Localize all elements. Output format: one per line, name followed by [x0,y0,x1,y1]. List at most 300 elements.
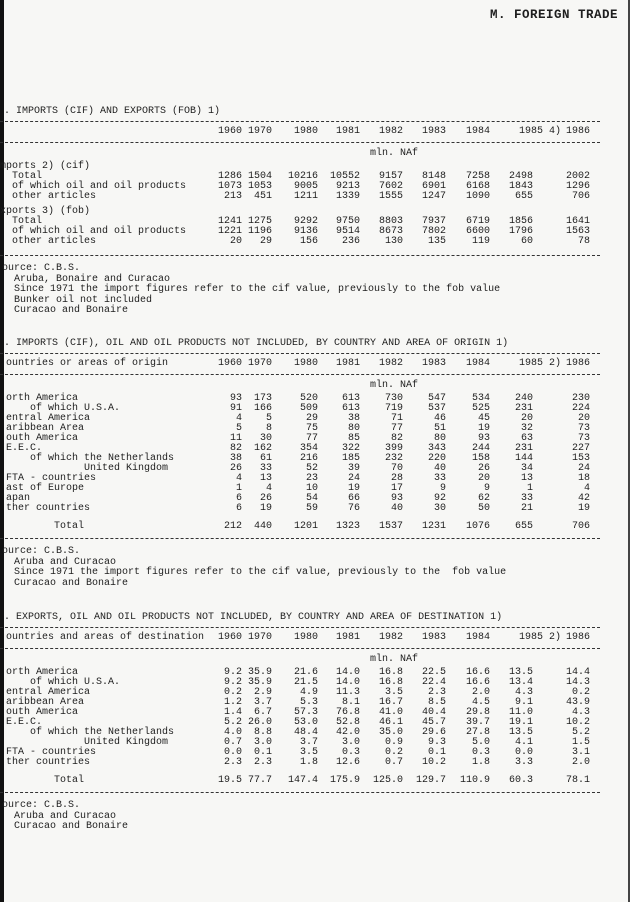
column-header: 1981 [335,126,360,137]
table-exports-by-destination [0,612,600,833]
row-label: of which oil and oil products [6,181,187,192]
row-label: E.E.C. [6,443,43,454]
cell-value: 1053 [247,181,272,192]
cell-value: 4.3 [514,687,533,698]
footnote: ource: C.B.S. [2,263,81,274]
cell-value: 1247 [421,191,446,202]
divider [0,374,600,375]
column-header: 1983 [421,126,446,137]
cell-value: 0.7 [384,757,403,768]
cell-value: 110.9 [459,775,490,786]
table-title: . IMPORTS (CIF) AND EXPORTS (FOB) 1) [4,106,221,117]
cell-value: 21.5 [293,677,318,688]
cell-value: 3.5 [299,747,318,758]
cell-value: 22.4 [421,677,446,688]
divider [0,648,600,649]
column-header: 1984 [465,358,490,369]
cell-value: 2.0 [471,687,490,698]
cell-value: 40 [433,463,446,474]
cell-value: 24 [347,473,360,484]
cell-value: 78 [577,236,590,247]
cell-value: 2.9 [253,687,272,698]
divider [0,121,600,122]
cell-value: 6600 [465,226,490,237]
cell-value: 1 [235,483,242,494]
cell-value: 40 [390,503,403,514]
cell-value: 19 [477,423,490,434]
cell-value: 28 [390,473,403,484]
cell-value: 43.9 [565,697,590,708]
cell-value: 1073 [217,181,242,192]
table-row [0,414,600,424]
cell-value: 240 [514,393,533,404]
cell-value: 399 [384,443,403,454]
unit-label: mln. NAf [370,148,419,159]
column-header: 1983 [421,632,446,643]
cell-value: 213 [223,191,242,202]
cell-value: 71 [390,413,403,424]
footnote: Since 1971 the import figures refer to the cif value, previously to the fob value [2,567,507,578]
cell-value: 26 [259,493,272,504]
cell-value: 30 [433,503,446,514]
cell-value: 8673 [378,226,403,237]
stub-header: ountries and areas of destination [6,632,205,643]
table-row [0,474,600,484]
cell-value: 13.4 [508,677,533,688]
cell-value: 26 [477,463,490,474]
row-label: entral America [6,413,91,424]
cell-value: 5.3 [299,697,318,708]
cell-value: 6719 [465,216,490,227]
cell-value: 5 [235,423,242,434]
cell-value: 216 [299,453,318,464]
unit-label: mln. NAf [370,380,419,391]
cell-value: 5 [265,413,272,424]
cell-value: 48.4 [293,727,318,738]
footnote: Bunker oil not included [2,294,153,306]
cell-value: 1.8 [299,757,318,768]
row-label: FTA - countries [6,473,97,484]
cell-value: 1537 [378,521,403,532]
cell-value: 9 [439,483,446,494]
row-label: other articles [6,236,97,247]
cell-value: 7937 [421,216,446,227]
cell-value: 5.0 [471,737,490,748]
row-label: orth America [6,667,79,678]
cell-value: 73 [577,423,590,434]
cell-value: 93 [477,433,490,444]
column-header: 1985 4) [518,126,561,137]
table-imports-by-origin [0,338,600,589]
table-row [0,237,600,247]
cell-value: 39.7 [465,717,490,728]
cell-value: 2.0 [571,757,590,768]
cell-value: 19 [259,503,272,514]
header-row [0,631,600,645]
cell-value: 4 [265,483,272,494]
cell-value: 29 [305,413,318,424]
cell-value: 1076 [465,521,490,532]
cell-value: 224 [571,403,590,414]
cell-value: 16.6 [465,667,490,678]
cell-value: 73 [577,433,590,444]
cell-value: 16.8 [378,677,403,688]
cell-value: 82 [229,443,242,454]
column-header: 1980 [293,358,318,369]
cell-value: 93 [390,493,403,504]
cell-value: 3.7 [299,737,318,748]
row-label: United Kingdom [6,737,169,748]
cell-value: 1.2 [223,697,242,708]
cell-value: 60.3 [508,775,533,786]
cell-value: 2002 [565,171,590,182]
column-header: 1980 [293,126,318,137]
row-label: of which U.S.A. [6,403,121,414]
cell-value: 1555 [378,191,403,202]
cell-value: 0.9 [384,737,403,748]
cell-value: 51 [433,423,446,434]
cell-value: 156 [299,236,318,247]
cell-value: 63 [520,433,533,444]
column-header: 1985 2) [518,632,561,643]
footnote: Aruba and Curacao [2,810,117,822]
cell-value: 9005 [293,181,318,192]
cell-value: 2.3 [223,757,242,768]
cell-value: 6901 [421,181,446,192]
cell-value: 20 [520,413,533,424]
cell-value: 80 [347,423,360,434]
cell-value: 10 [305,483,318,494]
cell-value: 9514 [335,226,360,237]
cell-value: 78.1 [565,775,590,786]
cell-value: 4 [235,473,242,484]
unit-row [0,146,600,162]
cell-value: 1286 [217,171,242,182]
column-header: 1983 [421,358,446,369]
cell-value: 7802 [421,226,446,237]
cell-value: 655 [514,191,533,202]
cell-value: 22.5 [421,667,446,678]
cell-value: 19 [347,483,360,494]
cell-value: 6 [235,493,242,504]
cell-value: 130 [384,236,403,247]
cell-value: 655 [514,521,533,532]
cell-value: 4 [235,413,242,424]
cell-value: 35.9 [247,677,272,688]
cell-value: 52.8 [335,717,360,728]
cell-value: 440 [253,521,272,532]
cell-value: 0.2 [571,687,590,698]
cell-value: 11.3 [335,687,360,698]
cell-value: 1296 [565,181,590,192]
column-header: 1970 [247,358,272,369]
divider [0,255,600,256]
cell-value: 42.0 [335,727,360,738]
cell-value: 21 [520,503,533,514]
cell-value: 0.2 [384,747,403,758]
cell-value: 45 [477,413,490,424]
divider [0,142,600,143]
column-header: 1960 [217,632,242,643]
cell-value: 1504 [247,171,272,182]
cell-value: 82 [390,433,403,444]
cell-value: 9 [483,483,490,494]
footnote: Since 1971 the import figures refer to the cif value, previously to the fob value [2,284,501,295]
cell-value: 1796 [508,226,533,237]
cell-value: 135 [427,236,446,247]
cell-value: 231 [514,403,533,414]
cell-value: 33 [433,473,446,484]
cell-value: 46 [433,413,446,424]
footnotes [0,264,600,317]
cell-value: 20 [229,236,242,247]
column-header: 1981 [335,358,360,369]
column-header: 1980 [293,632,318,643]
column-header: 1984 [465,632,490,643]
footnotes [0,801,600,833]
row-label: mports 2) (cif) [0,161,91,172]
cell-value: 9750 [335,216,360,227]
cell-value: 173 [253,393,272,404]
cell-value: 1.8 [471,757,490,768]
cell-value: 0.7 [223,737,242,748]
row-label: aribbean Area [6,697,85,708]
cell-value: 0.0 [223,747,242,758]
cell-value: 4.0 [223,727,242,738]
column-header: 1986 [565,632,590,643]
cell-value: 8.5 [427,697,446,708]
cell-value: 354 [299,443,318,454]
cell-value: 9.3 [427,737,446,748]
cell-value: 16.7 [378,697,403,708]
cell-value: 7602 [378,181,403,192]
row-label: xports 3) (fob) [0,206,91,217]
cell-value: 125.0 [372,775,403,786]
cell-value: 40.4 [421,707,446,718]
footnote: Curacao and Bonaire [2,577,129,589]
cell-value: 34 [520,463,533,474]
cell-value: 119 [471,236,490,247]
row-label: orth America [6,393,79,404]
cell-value: 547 [427,393,446,404]
cell-value: 3.7 [253,697,272,708]
column-header: 1982 [378,358,403,369]
row-label: E.E.C. [6,717,43,728]
row-label: outh America [6,433,79,444]
cell-value: 92 [433,493,446,504]
cell-value: 2.3 [253,757,272,768]
cell-value: 70 [390,463,403,474]
cell-value: 153 [571,453,590,464]
footnote: Aruba, Bonaire and Curacao [2,273,171,285]
cell-value: 19.1 [508,717,533,728]
row-label: apan [6,493,31,504]
cell-value: 29.6 [421,727,446,738]
cell-value: 91 [229,403,242,414]
cell-value: 4.9 [299,687,318,698]
cell-value: 85 [347,433,360,444]
footnote: Curacao and Bonaire [2,821,129,832]
column-header: 1960 [217,358,242,369]
cell-value: 4.1 [514,737,533,748]
table-title: . EXPORTS, OIL AND OIL PRODUCTS NOT INCLUDED, BY COUNTRY AND AREA OF DESTINATION 1) [4,612,503,623]
column-header: 1982 [378,126,403,137]
cell-value: 16.6 [465,677,490,688]
footnote: ource: C.B.S. [2,800,81,811]
cell-value: 19.5 [217,775,242,786]
table-row [0,758,600,768]
cell-value: 76.8 [335,707,360,718]
cell-value: 3.0 [341,737,360,748]
cell-value: 10552 [329,171,360,182]
footnote: Curacao and Bonaire [2,305,129,316]
cell-value: 46.1 [378,717,403,728]
divider [0,353,600,354]
cell-value: 3.0 [253,737,272,748]
row-label: of which the Netherlands [6,453,175,464]
cell-value: 1641 [565,216,590,227]
row-label: aribbean Area [6,423,85,434]
cell-value: 38 [347,413,360,424]
cell-value: 613 [341,393,360,404]
cell-value: 706 [571,191,590,202]
cell-value: 2.3 [427,687,446,698]
cell-value: 14.0 [335,677,360,688]
cell-value: 12.6 [335,757,360,768]
cell-value: 537 [427,403,446,414]
cell-value: 1.4 [223,707,242,718]
cell-value: 509 [299,403,318,414]
cell-value: 13.5 [508,667,533,678]
total-row [0,519,600,535]
column-header: 1985 2) [518,358,561,369]
cell-value: 77 [305,433,318,444]
header-row [0,357,600,371]
cell-value: 212 [223,521,242,532]
footnote: Aruba and Curacao [2,556,117,568]
cell-value: 4 [583,483,590,494]
cell-value: 1323 [335,521,360,532]
cell-value: 1221 [217,226,242,237]
row-label: Total [6,775,85,786]
cell-value: 21.6 [293,667,318,678]
cell-value: 185 [341,453,360,464]
cell-value: 1563 [565,226,590,237]
cell-value: 706 [571,521,590,532]
cell-value: 322 [341,443,360,454]
cell-value: 26.0 [247,717,272,728]
cell-value: 525 [471,403,490,414]
cell-value: 30 [259,433,272,444]
cell-value: 41.0 [378,707,403,718]
cell-value: 76 [347,503,360,514]
cell-value: 8803 [378,216,403,227]
row-label: FTA - countries [6,747,97,758]
cell-value: 10216 [287,171,318,182]
cell-value: 60 [520,236,533,247]
cell-value: 20 [577,413,590,424]
cell-value: 10.2 [421,757,446,768]
row-label: of which the Netherlands [6,727,175,738]
cell-value: 77 [390,423,403,434]
cell-value: 11 [229,433,242,444]
column-header: 1970 [247,632,272,643]
cell-value: 1211 [293,191,318,202]
cell-value: 1275 [247,216,272,227]
table-row [0,484,600,494]
cell-value: 0.3 [471,747,490,758]
cell-value: 29.8 [465,707,490,718]
cell-value: 147.4 [287,775,318,786]
cell-value: 6168 [465,181,490,192]
cell-value: 4.3 [571,707,590,718]
cell-value: 5.2 [571,727,590,738]
page-header: M. FOREIGN TRADE [489,8,618,22]
row-label: entral America [6,687,91,698]
cell-value: 9136 [293,226,318,237]
row-label: Total [6,521,85,532]
cell-value: 33 [259,463,272,474]
cell-value: 451 [253,191,272,202]
cell-value: 42 [577,493,590,504]
cell-value: 232 [384,453,403,464]
cell-value: 158 [471,453,490,464]
column-header: 1986 [565,358,590,369]
column-header: 1984 [465,126,490,137]
header-row [0,125,600,139]
cell-value: 166 [253,403,272,414]
cell-value: 0.3 [341,747,360,758]
cell-value: 0.0 [514,747,533,758]
row-label: of which U.S.A. [6,677,121,688]
cell-value: 220 [427,453,446,464]
cell-value: 26 [229,463,242,474]
cell-value: 16.8 [378,667,403,678]
cell-value: 162 [253,443,272,454]
cell-value: 93 [229,393,242,404]
cell-value: 613 [341,403,360,414]
cell-value: 9.2 [223,667,242,678]
unit-row [0,652,600,668]
cell-value: 8.8 [253,727,272,738]
cell-value: 39 [347,463,360,474]
cell-value: 23 [305,473,318,484]
table-imports-exports [0,106,600,317]
cell-value: 13 [259,473,272,484]
cell-value: 14.0 [335,667,360,678]
cell-value: 1231 [421,521,446,532]
cell-value: 1339 [335,191,360,202]
row-label: other articles [6,191,97,202]
cell-value: 38 [229,453,242,464]
cell-value: 61 [259,453,272,464]
table-row [0,192,600,202]
cell-value: 50 [477,503,490,514]
row-label: of which oil and oil products [6,226,187,237]
row-label: United Kingdom [6,463,169,474]
cell-value: 534 [471,393,490,404]
cell-value: 35.0 [378,727,403,738]
cell-value: 14.3 [565,677,590,688]
cell-value: 0.1 [427,747,446,758]
cell-value: 230 [571,393,590,404]
cell-value: 9292 [293,216,318,227]
cell-value: 6 [235,503,242,514]
cell-value: 343 [427,443,446,454]
column-header: 1960 [217,126,242,137]
column-header: 1981 [335,632,360,643]
divider [0,627,600,628]
